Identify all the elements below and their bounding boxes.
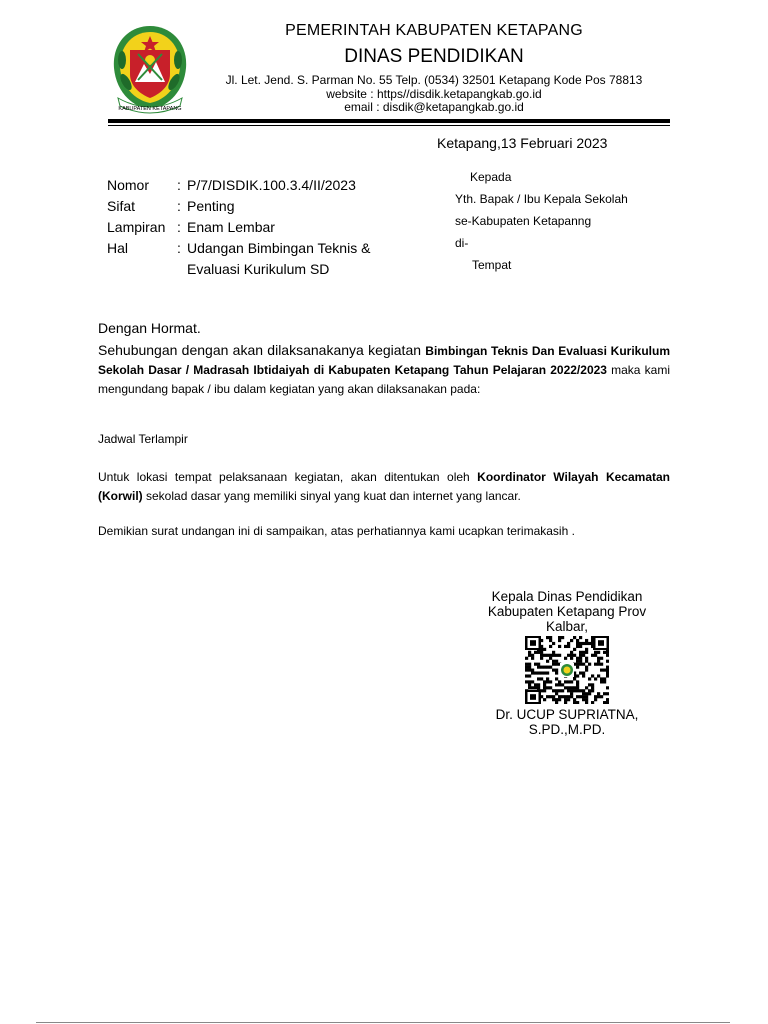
- nomor-value: P/7/DISDIK.100.3.4/II/2023: [187, 177, 356, 193]
- sifat-value: Penting: [187, 198, 235, 214]
- activity-title: Bimbingan Teknis Dan Evaluasi Kurikulum Sekolah Dasar / Madrasah Ibtidaiyah di Kabupaten Ketapang Tahun Pelajaran 2022/2023: [98, 344, 670, 377]
- signature-line2: Kabupaten Ketapang Prov: [487, 604, 647, 619]
- letter-meta: [107, 175, 370, 280]
- signatory-name-line2: S.PD.,M.PD.: [528, 722, 606, 737]
- hal-value-line1: Udangan Bimbingan Teknis &: [187, 240, 371, 256]
- paragraph-location: [98, 468, 670, 506]
- header-website: website : https//disdik.ketapangkab.go.id: [326, 87, 542, 101]
- header-rule-thin: [108, 125, 670, 126]
- addressee-region: se-Kabupaten Ketapanng: [455, 214, 592, 228]
- signatory-name-line1: Dr. UCUP SUPRIATNA,: [495, 707, 639, 722]
- addressee-recipient: Yth. Bapak / Ibu Kepala Sekolah: [455, 192, 628, 206]
- header-rule-thick: [108, 119, 670, 123]
- page-bottom-edge: [36, 1022, 730, 1023]
- separator: :: [177, 219, 181, 235]
- meta-row-hal: [107, 238, 370, 259]
- greeting: Dengan Hormat.: [98, 320, 201, 336]
- signature-line1: Kepala Dinas Pendidikan: [491, 589, 643, 604]
- logo-text: KABUPATEN KETAPANG: [118, 106, 182, 112]
- header-government: PEMERINTAH KABUPATEN KETAPANG: [285, 22, 583, 39]
- header-address: Jl. Let. Jend. S. Parman No. 55 Telp. (0534) 32501 Ketapang Kode Pos 78813: [225, 73, 643, 87]
- korwil-bold: Koordinator Wilayah Kecamatan (Korwil): [98, 470, 670, 503]
- regency-emblem-logo: [108, 20, 192, 116]
- letter-date: Ketapang,13 Februari 2023: [437, 135, 608, 151]
- addressee-kepada: Kepada: [470, 170, 512, 184]
- paragraph-location-tail: sekolad dasar yang memiliki sinyal yang kuat dan internet yang lancar.: [142, 489, 521, 503]
- separator: :: [177, 240, 181, 256]
- lampiran-label: Lampiran: [107, 219, 166, 235]
- paragraph-location-lead: Untuk lokasi tempat pelaksanaan kegiatan, akan ditentukan oleh: [98, 470, 478, 484]
- signatory-name: [462, 707, 672, 737]
- addressee-di: di-: [455, 236, 469, 250]
- signature-line3: Kalbar,: [545, 619, 589, 634]
- header-email: email : disdik@ketapangkab.go.id: [344, 100, 524, 114]
- paragraph-invitation: [98, 341, 670, 399]
- schedule-note: Jadwal Terlampir: [98, 432, 188, 446]
- nomor-label: Nomor: [107, 177, 150, 193]
- sifat-label: Sifat: [107, 198, 136, 214]
- meta-row-sifat: [107, 196, 370, 217]
- paragraph-invitation-lead: Sehubungan dengan akan dilaksanakanya kegiatan: [98, 342, 426, 358]
- separator: :: [177, 177, 181, 193]
- addressee-tempat: Tempat: [472, 258, 512, 272]
- signature-title: [462, 589, 672, 634]
- hal-value-line2: Evaluasi Kurikulum SD: [187, 261, 330, 277]
- meta-row-lampiran: [107, 217, 370, 238]
- qr-code-signature: [525, 636, 609, 704]
- meta-row-nomor: [107, 175, 370, 196]
- addressee-block: [455, 166, 628, 276]
- lampiran-value: Enam Lembar: [187, 219, 275, 235]
- header-agency: DINAS PENDIDIKAN: [344, 46, 524, 67]
- hal-label: Hal: [107, 240, 129, 256]
- paragraph-closing: Demikian surat undangan ini di sampaikan, atas perhatiannya kami ucapkan terimakasih .: [98, 524, 575, 538]
- separator: :: [177, 198, 181, 214]
- paragraph-invitation-tail: maka kami mengundang bapak / ibu dalam kegiatan yang akan dilaksanakan pada:: [98, 363, 670, 396]
